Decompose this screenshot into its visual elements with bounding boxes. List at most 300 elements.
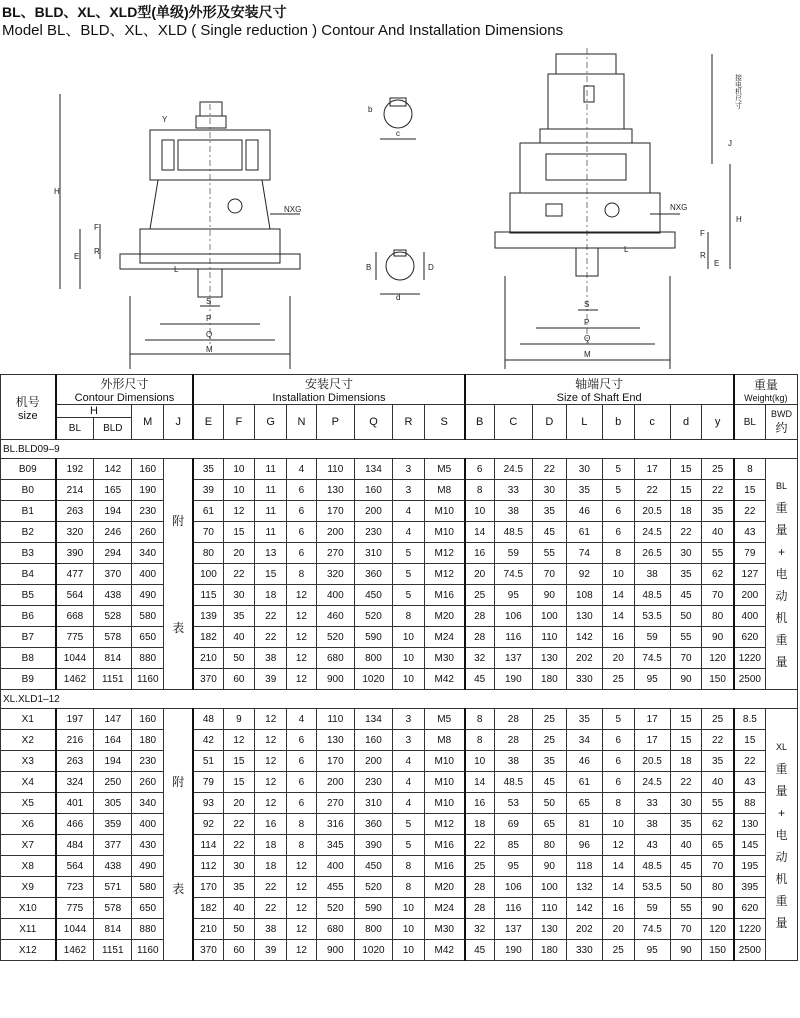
table-cell: 35 (532, 751, 566, 772)
table-cell: 150 (702, 940, 734, 961)
table-cell: M10 (424, 751, 464, 772)
table-cell: 33 (494, 480, 532, 501)
table-cell: 11 (255, 459, 287, 480)
table-cell: 880 (132, 648, 164, 669)
table-cell: 53.5 (634, 606, 670, 627)
table-cell: 14 (465, 522, 495, 543)
table-cell: 142 (566, 898, 602, 919)
table-cell: 12 (287, 940, 317, 961)
table-cell: 45 (532, 772, 566, 793)
table-cell: 260 (132, 522, 164, 543)
table-cell: 330 (566, 669, 602, 690)
table-cell: B3 (1, 543, 56, 564)
table-cell: 39 (255, 940, 287, 961)
table-cell: 80 (702, 877, 734, 898)
table-cell: X3 (1, 751, 56, 772)
table-cell: 400 (316, 856, 354, 877)
table-cell: 110 (532, 627, 566, 648)
table-cell: 43 (734, 772, 766, 793)
table-cell: 95 (494, 585, 532, 606)
table-row (1, 751, 798, 772)
table-cell: 22 (734, 751, 766, 772)
table-cell: 4 (393, 793, 425, 814)
table-cell: 160 (132, 709, 164, 730)
table-cell: 42 (193, 730, 223, 751)
table-cell: 112 (193, 856, 223, 877)
table-cell: 34 (566, 730, 602, 751)
right-dim-r: R (700, 251, 706, 260)
table-cell: 120 (702, 648, 734, 669)
table-cell: 74.5 (634, 648, 670, 669)
table-cell: 80 (193, 543, 223, 564)
table-cell: 55 (532, 543, 566, 564)
header-h-bld: BLD (94, 418, 132, 440)
table-cell: 38 (634, 564, 670, 585)
table-row (1, 730, 798, 751)
header-m: M (132, 405, 164, 440)
dimensions-table (0, 374, 798, 961)
table-cell: 50 (532, 793, 566, 814)
table-cell: 12 (255, 709, 287, 730)
table-row (1, 772, 798, 793)
table-cell: 192 (56, 459, 94, 480)
table-row (1, 606, 798, 627)
header-b-upper: B (465, 405, 495, 440)
shaft-dim-d: d (396, 293, 401, 302)
table-cell: 45 (532, 522, 566, 543)
table-cell: 59 (634, 627, 670, 648)
table-cell: 578 (94, 627, 132, 648)
right-dim-q: Q (584, 334, 591, 343)
table-cell: 74.5 (494, 564, 532, 585)
table-cell: 61 (193, 501, 223, 522)
table-row (1, 480, 798, 501)
table-cell: 30 (223, 585, 255, 606)
table-cell: B09 (1, 459, 56, 480)
right-dim-nxg: NXG (670, 203, 688, 212)
table-cell: 12 (287, 606, 317, 627)
table-cell: 130 (734, 814, 766, 835)
table-row (1, 669, 798, 690)
table-cell: 294 (94, 543, 132, 564)
table-cell: 40 (702, 522, 734, 543)
table-cell: 130 (316, 480, 354, 501)
table-cell: 25 (532, 730, 566, 751)
table-cell: 15 (670, 480, 702, 501)
table-cell: 520 (354, 877, 392, 898)
table-cell: 1151 (94, 940, 132, 961)
table-cell: 62 (702, 814, 734, 835)
table-cell: 35 (566, 709, 602, 730)
table-row (1, 709, 798, 730)
table-cell: 22 (734, 501, 766, 522)
table-cell: 55 (702, 793, 734, 814)
table-cell: 564 (56, 585, 94, 606)
left-dim-m: M (206, 345, 213, 354)
table-cell: 26.5 (634, 543, 670, 564)
table-cell: 35 (223, 877, 255, 898)
table-cell: X9 (1, 877, 56, 898)
table-cell: 400 (734, 606, 766, 627)
table-cell: 263 (56, 751, 94, 772)
group-label: BL.BLD09–9 (1, 440, 798, 459)
table-cell: 22 (255, 877, 287, 898)
right-dim-h: H (736, 215, 742, 224)
table-cell: 137 (494, 648, 532, 669)
table-cell: 134 (354, 459, 392, 480)
table-cell: 59 (494, 543, 532, 564)
table-cell: 230 (354, 772, 392, 793)
table-cell: 5 (602, 709, 634, 730)
table-cell: 39 (255, 669, 287, 690)
table-cell: X12 (1, 940, 56, 961)
table-cell: 50 (670, 877, 702, 898)
table-cell: 400 (132, 814, 164, 835)
table-cell: 6 (287, 730, 317, 751)
table-cell: 142 (94, 459, 132, 480)
table-cell: 578 (94, 898, 132, 919)
table-cell: 22 (223, 835, 255, 856)
table-cell: 182 (193, 627, 223, 648)
table-cell: 12 (255, 751, 287, 772)
table-cell: X8 (1, 856, 56, 877)
table-cell: 16 (255, 814, 287, 835)
table-cell: 43 (734, 522, 766, 543)
table-cell: 30 (670, 793, 702, 814)
header-model: 机号 size (1, 375, 56, 440)
table-cell: 8 (287, 814, 317, 835)
table-cell: 15 (670, 709, 702, 730)
table-cell: 48.5 (494, 772, 532, 793)
table-cell: 14 (602, 877, 634, 898)
table-cell: 12 (223, 730, 255, 751)
motor-dimension-note: 接电机尺寸 (734, 74, 742, 109)
table-cell: 3 (393, 730, 425, 751)
table-row (1, 564, 798, 585)
table-cell: 8 (393, 856, 425, 877)
table-cell: 22 (702, 480, 734, 501)
table-cell: 12 (287, 585, 317, 606)
table-cell: 160 (132, 459, 164, 480)
table-cell: 520 (354, 606, 392, 627)
header-installation: 安装尺寸 Installation Dimensions (193, 375, 464, 405)
table-cell: 180 (532, 940, 566, 961)
table-cell: 28 (465, 877, 495, 898)
table-cell: X6 (1, 814, 56, 835)
table-cell: 22 (670, 522, 702, 543)
table-cell: 484 (56, 835, 94, 856)
table-cell: B2 (1, 522, 56, 543)
table-cell: 38 (255, 648, 287, 669)
table-cell: 90 (702, 627, 734, 648)
table-cell: B8 (1, 648, 56, 669)
table-cell: 39 (193, 480, 223, 501)
table-row (1, 522, 798, 543)
table-cell: 8 (465, 709, 495, 730)
table-cell: 70 (193, 522, 223, 543)
table-cell: 70 (702, 585, 734, 606)
table-cell: 650 (132, 627, 164, 648)
table-cell: 6 (602, 501, 634, 522)
table-cell: 22 (255, 898, 287, 919)
table-cell: 10 (223, 459, 255, 480)
table-cell: 200 (354, 751, 392, 772)
table-cell: 20 (223, 543, 255, 564)
table-cell: X10 (1, 898, 56, 919)
table-cell: 4 (393, 522, 425, 543)
table-cell: 48.5 (634, 856, 670, 877)
table-cell: 30 (223, 856, 255, 877)
table-cell: 390 (56, 543, 94, 564)
table-cell: 55 (670, 627, 702, 648)
left-dim-y: Y (162, 115, 168, 124)
table-cell: 6 (602, 730, 634, 751)
table-cell: 85 (494, 835, 532, 856)
table-cell: M42 (424, 669, 464, 690)
table-cell: X7 (1, 835, 56, 856)
table-cell: 81 (566, 814, 602, 835)
table-cell: 55 (702, 543, 734, 564)
header-weight-bwd: BWD 约 (766, 405, 798, 440)
shaft-dim-b: b (368, 105, 373, 114)
table-cell: 28 (494, 730, 532, 751)
table-cell: 12 (255, 730, 287, 751)
table-cell: 50 (670, 606, 702, 627)
table-cell: M42 (424, 940, 464, 961)
table-cell: M30 (424, 648, 464, 669)
table-cell: 90 (532, 856, 566, 877)
table-cell: 65 (566, 793, 602, 814)
table-cell: 48.5 (494, 522, 532, 543)
table-cell: 15 (734, 480, 766, 501)
table-cell: 145 (734, 835, 766, 856)
table-cell: 33 (634, 793, 670, 814)
j-note: 附 表 (164, 459, 194, 690)
table-cell: 310 (354, 543, 392, 564)
table-cell: 40 (670, 835, 702, 856)
table-cell: 65 (702, 835, 734, 856)
table-cell: 3 (393, 459, 425, 480)
table-cell: 1160 (132, 669, 164, 690)
table-cell: 20 (465, 564, 495, 585)
table-cell: 35 (670, 564, 702, 585)
table-cell: 30 (566, 459, 602, 480)
table-cell: 8 (287, 564, 317, 585)
table-cell: M5 (424, 459, 464, 480)
table-cell: 180 (132, 730, 164, 751)
table-cell: 12 (287, 856, 317, 877)
table-cell: 24.5 (494, 459, 532, 480)
table-cell: 51 (193, 751, 223, 772)
table-cell: 139 (193, 606, 223, 627)
table-cell: 130 (532, 919, 566, 940)
table-cell: 202 (566, 919, 602, 940)
right-dim-e: E (714, 259, 720, 268)
table-cell: M12 (424, 814, 464, 835)
table-cell: 110 (532, 898, 566, 919)
table-cell: 130 (566, 606, 602, 627)
right-dim-m: M (584, 350, 591, 359)
table-cell: 900 (316, 669, 354, 690)
table-row (1, 543, 798, 564)
table-cell: 377 (94, 835, 132, 856)
table-cell: 35 (223, 606, 255, 627)
table-cell: 310 (354, 793, 392, 814)
table-cell: 137 (494, 919, 532, 940)
table-cell: 24.5 (634, 772, 670, 793)
table-cell: 401 (56, 793, 94, 814)
table-cell: 60 (223, 940, 255, 961)
table-cell: 32 (465, 648, 495, 669)
table-cell: 90 (702, 898, 734, 919)
table-cell: 190 (132, 480, 164, 501)
right-view (495, 48, 730, 369)
table-cell: 22 (223, 814, 255, 835)
technical-drawing (0, 44, 800, 374)
table-cell: 4 (393, 751, 425, 772)
table-cell: 22 (634, 480, 670, 501)
table-cell: B6 (1, 606, 56, 627)
header-c-lower: c (634, 405, 670, 440)
table-cell: 14 (602, 585, 634, 606)
table-cell: 6 (602, 522, 634, 543)
table-cell: 800 (354, 648, 392, 669)
table-cell: 182 (193, 898, 223, 919)
table-cell: 15 (223, 522, 255, 543)
table-cell: 650 (132, 898, 164, 919)
header-d-lower: d (670, 405, 702, 440)
table-cell: 5 (393, 835, 425, 856)
table-cell: 359 (94, 814, 132, 835)
table-cell: 43 (634, 835, 670, 856)
table-cell: 18 (255, 835, 287, 856)
table-cell: 70 (532, 564, 566, 585)
table-cell: 130 (532, 648, 566, 669)
table-cell: 6 (287, 751, 317, 772)
table-row (1, 835, 798, 856)
table-cell: 70 (670, 919, 702, 940)
header-weight-bl: BL (734, 405, 766, 440)
table-cell: M24 (424, 627, 464, 648)
table-cell: 22 (255, 627, 287, 648)
table-cell: 216 (56, 730, 94, 751)
table-cell: 680 (316, 648, 354, 669)
table-cell: 5 (393, 543, 425, 564)
table-cell: 106 (494, 877, 532, 898)
table-cell: 723 (56, 877, 94, 898)
table-cell: M5 (424, 709, 464, 730)
table-cell: 477 (56, 564, 94, 585)
title-chinese: BL、BLD、XL、XLD型(单级)外形及安装尺寸 (2, 4, 287, 20)
table-cell: 6 (287, 501, 317, 522)
table-cell: 20.5 (634, 751, 670, 772)
table-cell: 17 (634, 709, 670, 730)
table-cell: 620 (734, 898, 766, 919)
right-dim-l: L (624, 245, 629, 254)
table-cell: 316 (316, 814, 354, 835)
table-cell: 80 (702, 606, 734, 627)
table-cell: 45 (670, 856, 702, 877)
table-cell: 10 (393, 940, 425, 961)
table-cell: 62 (702, 564, 734, 585)
table-cell: 16 (465, 793, 495, 814)
table-cell: 30 (532, 480, 566, 501)
table-cell: 110 (316, 459, 354, 480)
header-c-upper: C (494, 405, 532, 440)
table-cell: 90 (532, 585, 566, 606)
table-cell: 370 (193, 940, 223, 961)
table-cell: 11 (255, 501, 287, 522)
table-cell: 330 (566, 940, 602, 961)
table-cell: M10 (424, 501, 464, 522)
group-label: XL.XLD1–12 (1, 690, 798, 709)
table-cell: 160 (354, 730, 392, 751)
table-cell: 25 (602, 669, 634, 690)
group-bl (1, 440, 798, 690)
table-cell: 20 (602, 919, 634, 940)
table-cell: 10 (393, 898, 425, 919)
table-row (1, 501, 798, 522)
title-english: Model BL、BLD、XL、XLD ( Single reduction ) Contour And Installation Dimensions (2, 22, 564, 39)
table-cell: 10 (393, 627, 425, 648)
table-row (1, 856, 798, 877)
table-cell: 150 (702, 669, 734, 690)
table-cell: 61 (566, 772, 602, 793)
table-cell: M16 (424, 585, 464, 606)
table-cell: 24.5 (634, 522, 670, 543)
table-cell: B9 (1, 669, 56, 690)
table-cell: 210 (193, 919, 223, 940)
table-cell: 4 (393, 501, 425, 522)
table-cell: 12 (287, 877, 317, 898)
table-cell: 12 (287, 669, 317, 690)
table-cell: 250 (94, 772, 132, 793)
table-cell: 116 (494, 898, 532, 919)
header-f: F (223, 405, 255, 440)
table-cell: 170 (316, 751, 354, 772)
table-cell: 270 (316, 793, 354, 814)
table-cell: 74 (566, 543, 602, 564)
table-cell: 22 (255, 606, 287, 627)
table-cell: 134 (354, 709, 392, 730)
left-dim-e: E (74, 252, 80, 261)
table-cell: 466 (56, 814, 94, 835)
table-cell: 305 (94, 793, 132, 814)
table-row (1, 459, 798, 480)
table-cell: 12 (287, 648, 317, 669)
table-cell: 200 (734, 585, 766, 606)
table-cell: 53.5 (634, 877, 670, 898)
table-cell: 14 (602, 856, 634, 877)
table-cell: 590 (354, 898, 392, 919)
table-cell: 10 (602, 814, 634, 835)
left-dim-f: F (94, 223, 99, 232)
table-cell: M8 (424, 730, 464, 751)
table-row (1, 940, 798, 961)
table-cell: 100 (532, 877, 566, 898)
table-cell: 1044 (56, 919, 94, 940)
table-cell: 12 (255, 772, 287, 793)
table-cell: 147 (94, 709, 132, 730)
table-cell: 5 (393, 564, 425, 585)
table-cell: 14 (602, 606, 634, 627)
table-cell: 170 (316, 501, 354, 522)
table-cell: 12 (287, 898, 317, 919)
table-cell: 10 (465, 751, 495, 772)
table-cell: 1462 (56, 940, 94, 961)
table-cell: 16 (602, 898, 634, 919)
table-cell: B4 (1, 564, 56, 585)
